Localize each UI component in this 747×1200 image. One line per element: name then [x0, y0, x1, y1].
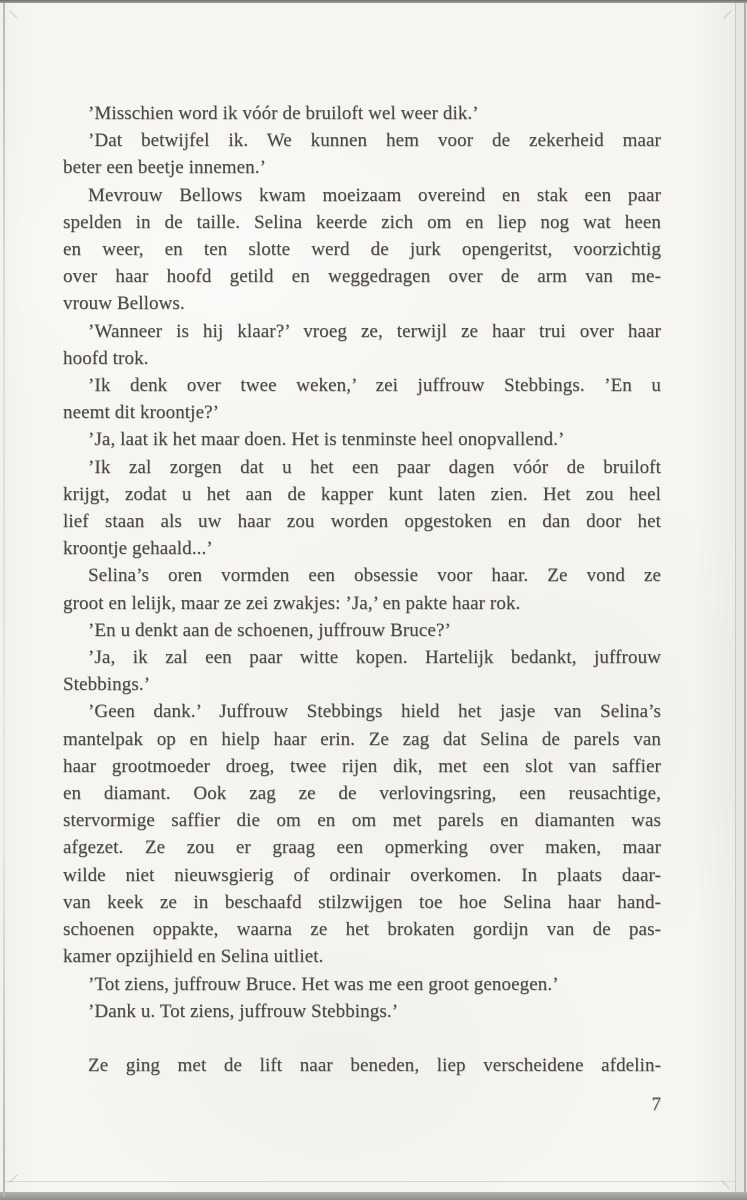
text-line: haar grootmoeder droeg, twee rijen dik, met een slot van saffier — [63, 755, 661, 777]
text-line: en diamant. Ook zag ze de verlovingsring, een reusachtige, — [63, 783, 661, 805]
text-line: ’Wanneer is hij klaar?’ vroeg ze, terwijl ze haar trui over haar — [88, 320, 661, 342]
scan-corner-tick-top-left — [9, 10, 17, 18]
text-line: ’Ik denk over twee weken,’ zei juffrouw Stebbings. ’En u — [88, 375, 661, 397]
scan-edge-left — [3, 3, 5, 1197]
text-line: afgezet. Ze zou er graag een opmerking over maken, maar — [63, 837, 661, 859]
text-line: groot en lelijk, maar ze zei zwakjes: ’Ja,’ en pakte haar rok. — [63, 592, 521, 614]
text-line: spelden in de taille. Selina keerde zich om en liep nog wat heen — [63, 211, 661, 233]
text-line: wilde niet nieuwsgierig of ordinair overkomen. In plaats daar- — [63, 864, 661, 886]
text-line: ’Misschien word ik vóór de bruiloft wel weer dik.’ — [88, 103, 479, 124]
page-text — [63, 100, 661, 1079]
text-line: neemt dit kroontje?’ — [63, 402, 220, 424]
text-line: Selina’s oren vormden een obsessie voor haar. Ze vond ze — [88, 565, 661, 587]
text-line: ’Dank u. Tot ziens, juffrouw Stebbings.’ — [88, 1000, 399, 1022]
page-number: 7 — [651, 1094, 661, 1115]
text-line: hoofd trok. — [63, 347, 149, 369]
text-line: krijgt, zodat u het aan de kapper kunt laten zien. Het zou heel — [63, 483, 661, 505]
scan-edge-right-line — [744, 3, 746, 1192]
scan-corner-tick-bottom-left — [9, 1174, 17, 1182]
text-line: ’En u denkt aan de schoenen, juffrouw Bruce?’ — [88, 619, 451, 641]
text-line: ’Ik zal zorgen dat u het een paar dagen vóór de bruiloft — [88, 456, 661, 478]
text-line: schoenen oppakte, waarna ze het brokaten gordijn van de pas- — [63, 919, 661, 941]
text-line: over haar hoofd getild en weggedragen over de arm van me- — [63, 266, 661, 288]
text-line: mantelpak op en hielp haar erin. Ze zag dat Selina de parels van — [63, 728, 661, 750]
text-line: ’Ja, ik zal een paar witte kopen. Hartelijk bedankt, juffrouw — [88, 647, 661, 669]
text-line: Mevrouw Bellows kwam moeizaam overeind en stak een paar — [88, 184, 661, 206]
text-line: Stebbings.’ — [63, 674, 151, 696]
scan-edge-bottom — [0, 1192, 747, 1200]
text-line: ’Tot ziens, juffrouw Bruce. Het was me een groot genoegen.’ — [88, 973, 559, 995]
text-line: ’Geen dank.’ Juffrouw Stebbings hield het jasje van Selina’s — [88, 701, 661, 723]
scan-hairline-bottom — [6, 1181, 741, 1182]
text-line: ’Dat betwijfel ik. We kunnen hem voor de zekerheid maar — [88, 130, 661, 152]
text-line: ’Ja, laat ik het maar doen. Het is tenminste heel onopvallend.’ — [88, 429, 565, 451]
text-line: van keek ze in beschaafd stilzwijgen toe hoe Selina haar hand- — [63, 891, 661, 913]
text-line: Ze ging met de lift naar beneden, liep verscheidene afdelin- — [88, 1055, 661, 1077]
scan-edge-top — [0, 0, 747, 3]
text-line: vrouw Bellows. — [63, 293, 185, 315]
scan-corner-tick-bottom-right — [721, 1180, 729, 1188]
text-line: beter een beetje innemen.’ — [63, 157, 267, 179]
text-line: lief staan als uw haar zou worden opgestoken en dan door het — [63, 511, 661, 533]
text-line: kroontje gehaald...’ — [63, 538, 213, 560]
text-line: stervormige saffier die om en om met parels en diamanten was — [63, 810, 661, 832]
scan-edge-right-strip — [735, 3, 747, 1192]
text-line: kamer opzijhield en Selina uitliet. — [63, 946, 324, 968]
text-line: en weer, en ten slotte werd de jurk opengeritst, voorzichtig — [63, 239, 661, 261]
scan-corner-tick-top-right — [723, 10, 731, 18]
